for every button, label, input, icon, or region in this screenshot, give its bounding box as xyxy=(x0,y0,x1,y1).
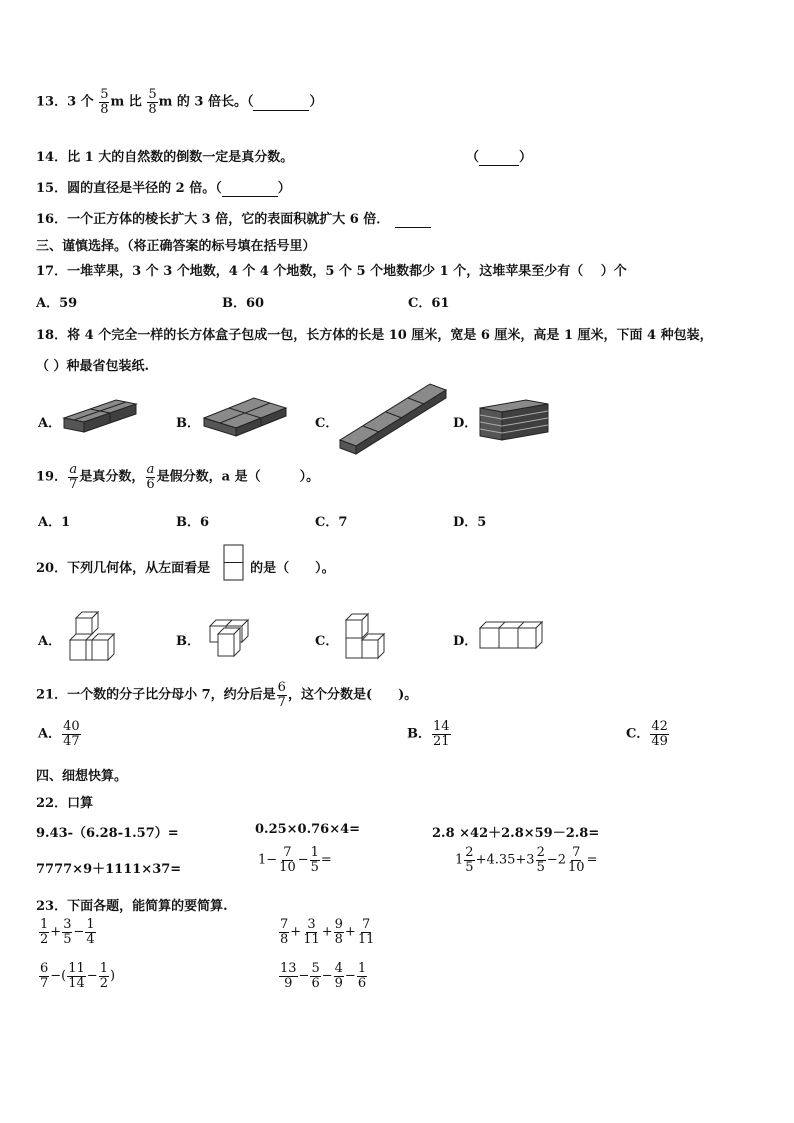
fraction xyxy=(278,846,297,874)
fraction xyxy=(310,962,320,990)
cubes-a-image xyxy=(66,610,124,666)
denominator: 7 xyxy=(40,975,49,991)
q20-option-b[interactable]: B． xyxy=(176,634,200,649)
question-14 xyxy=(36,146,293,165)
q19-option-a[interactable]: A．1 xyxy=(38,515,71,530)
q22-expr-4: 7777×9＋1111×37= xyxy=(36,862,182,877)
numerator: 40 xyxy=(63,719,80,734)
numerator: 1 xyxy=(40,917,49,932)
section-4-heading: 四、细想快算。 xyxy=(36,769,128,784)
q19-number: 19． xyxy=(36,469,68,485)
fraction xyxy=(302,918,321,946)
denominator: 10 xyxy=(279,859,296,875)
denominator: 7 xyxy=(69,476,78,492)
q21-text-b: ，这个分数是( )。 xyxy=(287,687,418,703)
numerator: 3 xyxy=(307,917,316,932)
denominator: 49 xyxy=(651,733,668,749)
fraction xyxy=(145,463,155,491)
denominator: 21 xyxy=(433,733,450,749)
q18-option-d[interactable]: D． xyxy=(453,416,478,431)
expr-operator: − xyxy=(73,924,85,940)
fraction xyxy=(67,962,86,990)
expr-operator: + xyxy=(344,924,356,940)
q19-option-d[interactable]: D．5 xyxy=(453,515,487,530)
paren-close: ） xyxy=(519,150,533,165)
cubes-c-image xyxy=(342,612,392,664)
q20-option-a[interactable]: A． xyxy=(38,634,62,649)
fraction xyxy=(62,918,72,946)
fraction xyxy=(147,88,157,116)
fraction xyxy=(310,846,320,874)
numerator: 6 xyxy=(40,961,49,976)
numerator: 7 xyxy=(280,917,289,932)
denominator: 8 xyxy=(100,101,109,117)
q20-option-d[interactable]: D． xyxy=(453,634,478,649)
q17-option-b[interactable]: B．60 xyxy=(222,296,265,311)
question-17: 17．一堆苹果，3 个 3 个地数，4 个 4 个地数，5 个 5 个地数都少 1 个，这堆苹果至少有（ ）个 xyxy=(36,264,627,279)
question-23-title: 23．下面各题，能简算的要简算. xyxy=(36,899,228,914)
question-20 xyxy=(36,557,335,576)
left-view-icon xyxy=(223,544,245,582)
question-18-line1: 18．将 4 个完全一样的长方体盒子包成一包，长方体的长是 10 厘米，宽是 6 厘米，高是 1 厘米，下面 4 种包装， xyxy=(36,328,713,343)
denominator: 4 xyxy=(86,931,95,947)
numerator: 1 xyxy=(99,961,108,976)
denominator: 14 xyxy=(68,975,85,991)
option-label: B． xyxy=(407,726,431,742)
numerator: 2 xyxy=(536,845,545,860)
numerator: 11 xyxy=(68,961,85,976)
numerator: 9 xyxy=(334,917,343,932)
fraction xyxy=(277,681,287,709)
q21-option-c[interactable] xyxy=(626,720,670,748)
q17-option-c[interactable]: C．61 xyxy=(408,296,450,311)
question-13 xyxy=(36,88,323,116)
fraction xyxy=(357,918,376,946)
expr-operator: − xyxy=(298,968,310,984)
q22-expr-5 xyxy=(258,846,332,874)
numerator: 5 xyxy=(311,961,320,976)
fraction xyxy=(39,962,49,990)
expr-operator: + xyxy=(50,924,62,940)
denominator: 47 xyxy=(63,733,80,749)
numerator: 7 xyxy=(572,845,581,860)
q16-text: 16．一个正方体的棱长扩大 3 倍，它的表面积就扩大 6 倍． xyxy=(36,212,390,227)
expr-text: = xyxy=(320,852,332,868)
fraction xyxy=(68,463,78,491)
package-d-image xyxy=(476,398,552,444)
denominator: 5 xyxy=(465,859,474,875)
cubes-d-image xyxy=(478,620,546,652)
section-3-heading: 三、谨慎选择。（将正确答案的标号填在括号里） xyxy=(36,239,316,254)
denominator: 6 xyxy=(146,476,155,492)
q14-text: 14．比 1 大的自然数的倒数一定是真分数。 xyxy=(36,150,294,165)
expr-text: −2 xyxy=(546,852,567,868)
numerator: 3 xyxy=(63,917,72,932)
option-label: C． xyxy=(626,726,650,742)
answer-blank[interactable] xyxy=(395,212,431,228)
question-21 xyxy=(36,681,417,709)
expr-operator: −( xyxy=(50,968,67,984)
fraction xyxy=(85,918,95,946)
denominator: 10 xyxy=(568,859,585,875)
numerator: 7 xyxy=(361,917,371,932)
denominator: 11 xyxy=(357,931,375,947)
numerator: 1 xyxy=(357,961,367,976)
denominator: 5 xyxy=(63,931,72,947)
denominator: 9 xyxy=(334,975,343,991)
question-15 xyxy=(36,177,291,197)
fraction xyxy=(432,720,451,748)
denominator: 11 xyxy=(303,931,320,947)
denominator: 9 xyxy=(284,975,293,991)
fraction xyxy=(536,846,546,874)
q18-option-b[interactable]: B． xyxy=(176,416,200,431)
q22-expr-3: 2.8 ×42＋2.8×59－2.8= xyxy=(432,826,600,841)
package-b-image xyxy=(200,388,290,444)
fraction xyxy=(357,962,367,990)
expr-text: 1− xyxy=(258,852,278,868)
expr-text: − xyxy=(297,852,309,868)
denominator: 5 xyxy=(536,859,545,875)
fraction xyxy=(334,962,344,990)
expr-text: 1 xyxy=(455,852,464,868)
numerator: 6 xyxy=(277,680,286,695)
q18-option-a[interactable]: A． xyxy=(38,416,62,431)
q18-option-c[interactable]: C． xyxy=(315,416,339,431)
expr-text: +4.35+3 xyxy=(475,852,535,868)
q21-option-a[interactable] xyxy=(38,720,82,748)
numerator: 2 xyxy=(465,845,474,860)
q19-text-a: 是真分数， xyxy=(79,469,145,485)
fraction xyxy=(39,918,49,946)
option-label: A． xyxy=(38,726,62,742)
numerator: a xyxy=(146,462,155,477)
denominator: 2 xyxy=(99,975,108,991)
q19-option-b[interactable]: B．6 xyxy=(176,515,210,530)
q23-expr-2 xyxy=(278,918,376,946)
q23-expr-3 xyxy=(38,962,115,990)
fraction xyxy=(62,720,81,748)
q15-text: 15．圆的直径是半径的 2 倍。（ xyxy=(36,181,222,196)
q19-text-b: 是假分数，a 是（ ）。 xyxy=(156,469,320,485)
denominator: 8 xyxy=(148,101,157,117)
question-19 xyxy=(36,463,319,491)
q22-expr-2: 0.25×0.76×4= xyxy=(255,822,361,837)
q13-text-d: ） xyxy=(309,94,323,110)
q21-text-a: 21．一个数的分子比分母小 7，约分后是 xyxy=(36,687,276,703)
numerator: 42 xyxy=(651,719,668,734)
question-18-line2: （ ）种最省包装纸. xyxy=(36,359,150,374)
q22-expr-6 xyxy=(455,846,597,874)
fraction xyxy=(279,918,289,946)
q21-option-b[interactable] xyxy=(407,720,452,748)
q13-text-a: 3 个 xyxy=(67,94,94,110)
numerator: 5 xyxy=(100,87,109,102)
paren-open: （ xyxy=(466,150,480,165)
answer-blank[interactable] xyxy=(222,181,278,197)
q20-option-c[interactable]: C． xyxy=(315,634,339,649)
expr-operator: ) xyxy=(109,968,116,984)
question-16 xyxy=(36,208,431,228)
q20-text-a: 20．下列几何体，从左面看是 xyxy=(36,561,211,576)
answer-blank[interactable] xyxy=(253,95,309,111)
expr-operator: + xyxy=(321,924,333,940)
paren-close: ） xyxy=(277,181,291,196)
expr-text: = xyxy=(586,852,598,868)
denominator: 6 xyxy=(311,975,320,991)
q20-text-b: 的是（ ）。 xyxy=(250,561,335,576)
fraction xyxy=(650,720,669,748)
cubes-b-image xyxy=(204,616,258,662)
numerator: 13 xyxy=(280,961,297,976)
numerator: 14 xyxy=(433,719,450,734)
expr-operator: − xyxy=(344,968,356,984)
numerator: 1 xyxy=(86,917,95,932)
denominator: 7 xyxy=(277,694,286,710)
q23-expr-1 xyxy=(38,918,97,946)
q13-number: 13． xyxy=(36,94,68,110)
numerator: 5 xyxy=(148,87,157,102)
fraction xyxy=(464,846,474,874)
q22-expr-1: 9.43-（6.28-1.57）= xyxy=(36,826,179,841)
denominator: 2 xyxy=(40,931,49,947)
q13-text-c: m 的 3 倍长。（ xyxy=(158,94,254,110)
answer-blank[interactable] xyxy=(479,150,519,166)
numerator: a xyxy=(69,462,78,477)
fraction xyxy=(99,962,109,990)
expr-operator: − xyxy=(321,968,333,984)
fraction xyxy=(279,962,298,990)
denominator: 5 xyxy=(310,859,319,875)
q17-option-a[interactable]: A．59 xyxy=(36,296,78,311)
numerator: 4 xyxy=(334,961,343,976)
fraction xyxy=(567,846,586,874)
expr-operator: + xyxy=(290,924,302,940)
numerator: 7 xyxy=(283,845,292,860)
question-22-title: 22．口算 xyxy=(36,796,94,811)
q14-answer xyxy=(466,146,532,166)
q13-text-b: m 比 xyxy=(110,94,142,110)
fraction xyxy=(99,88,109,116)
fraction xyxy=(334,918,344,946)
q19-option-c[interactable]: C．7 xyxy=(315,515,348,530)
q23-expr-4 xyxy=(278,962,368,990)
package-c-image xyxy=(336,378,451,456)
package-a-image xyxy=(60,392,140,442)
expr-operator: − xyxy=(86,968,98,984)
numerator: 1 xyxy=(310,845,319,860)
denominator: 6 xyxy=(357,975,367,991)
denominator: 8 xyxy=(334,931,343,947)
denominator: 8 xyxy=(280,931,289,947)
